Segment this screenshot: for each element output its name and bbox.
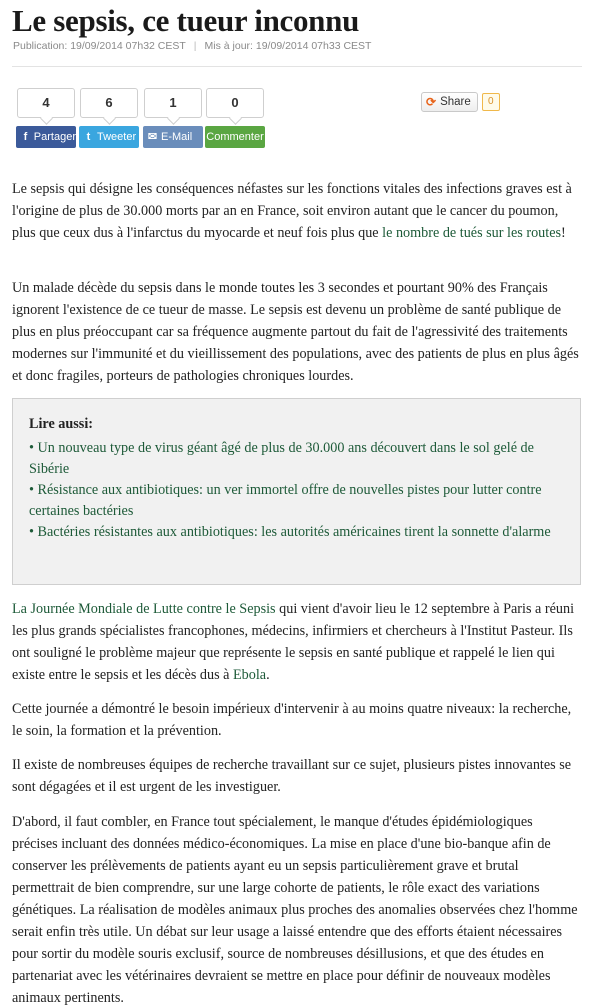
comments-count: 0 (206, 88, 264, 118)
bullet: • (29, 482, 34, 498)
facebook-icon: f (23, 131, 28, 143)
read-also-item[interactable] (29, 522, 564, 543)
read-also-link[interactable]: Bactéries résistantes aux antibiotiques: les autorités américaines tirent la sonnette d'alarme (37, 524, 551, 540)
bullet: • (29, 440, 34, 456)
share-button[interactable] (421, 92, 478, 112)
paragraph-2: Un malade décède du sepsis dans le monde toutes les 3 secondes et pourtant 90% des Français ignorent l'existence de ce tueur de masse. Le sepsis est devenu un problème de santé publique de plus en plus préoccupant car sa fréquence augmente partout du fait de l'agressivité des traitements modernes sur l'immunité et du vieillissement des populations, avec des patients de plus en plus âgés et donc fragiles, porteurs de pathologies chroniques lourdes. (12, 280, 579, 384)
read-also-link[interactable]: Résistance aux antibiotiques: un ver immortel offre de nouvelles pistes pour lutter contre certaines bactéries (29, 482, 542, 519)
bullet: • (29, 524, 34, 540)
twitter-share (79, 88, 139, 148)
share-button-label: Share (440, 96, 471, 108)
read-also-item[interactable] (29, 480, 564, 522)
paragraph-3-text: qui vient d'avoir lieu le 12 septembre à Paris a réuni les plus grands spécialistes francophones, médecins, infirmiers et chercheurs à l'Institut Pasteur. Ils ont souligné le problème majeur que représente le sepsis en santé publique et rappelé le lien qui existe entre le sepsis et les décès dus à (12, 601, 575, 683)
paragraph-5: Il existe de nombreuses équipes de recherche travaillant sur ce sujet, plusieurs pistes innovantes se sont dégagées et il est urgent de les investiguer. (12, 757, 572, 795)
comments-share (205, 88, 265, 148)
comment-button-label: Commenter (206, 131, 264, 143)
email-share (143, 88, 203, 148)
comment-button[interactable] (205, 126, 265, 148)
facebook-share-button[interactable] (16, 126, 76, 148)
paragraph-1 (12, 178, 580, 244)
link-ebola[interactable]: Ebola (233, 667, 267, 683)
read-also-title: Lire aussi: (29, 416, 93, 432)
paragraph-3 (12, 598, 580, 686)
twitter-bird-icon: t (86, 131, 91, 143)
read-also-item[interactable] (29, 438, 564, 480)
paragraph-3-end: . (266, 667, 270, 683)
update-date: Mis à jour: 19/09/2014 07h33 CEST (204, 40, 372, 52)
paragraph-6: D'abord, il faut combler, en France tout spécialement, le manque d'études épidémiologiques précises incluant des données médico-économiques. La mise en place d'une bio-banque afin de conserver les prélèvements de patients ayant eu un sepsis particulièrement grave et brutal permettrait de bien comprendre, sur une large cohorte de patients, le rôle exact des variations génétiques. La réalisation de modèles animaux plus proches des anomalies observées chez l'homme serait enfin très utile. Un débat sur leur usage a laissé entendre que des efforts étaient nécessaires pour sortir du modèle souris exclusif, source de nombreuses désillusions, et que des études en partenariat avec les vétérinaires devraient se mettre en place pour définir de nouveaux modèles animaux pertinents. (12, 814, 578, 1006)
publication-date: Publication: 19/09/2014 07h32 CEST (13, 40, 186, 52)
envelope-icon: ✉ (147, 131, 158, 143)
read-also-box (12, 398, 581, 585)
meta-separator: | (193, 40, 197, 52)
read-also-link[interactable]: Un nouveau type de virus géant âgé de plus de 30.000 ans découvert dans le sol gelé de Sibérie (29, 440, 534, 477)
title-divider (12, 66, 582, 67)
twitter-share-button[interactable] (79, 126, 139, 148)
article-meta (13, 40, 371, 52)
paragraph-1-text: Le sepsis qui désigne les conséquences néfastes sur les fonctions vitales des infections graves est à l'origine de plus de 30.000 morts par an en France, soit environ autant que le cancer du poumon, plus que ceux dus à l'infarctus du myocarde et neuf fois plus que (12, 181, 572, 241)
paragraph-1-end: ! (561, 225, 566, 241)
paragraph-4: Cette journée a démontré le besoin impérieux d'intervenir à au moins quatre niveaux: la recherche, le soin, la formation et la prévention. (12, 701, 572, 739)
email-share-label: E-Mail (161, 131, 193, 143)
link-road-deaths[interactable]: le nombre de tués sur les routes (382, 225, 562, 241)
facebook-share-label: Partager (33, 131, 76, 143)
share-count: 0 (482, 93, 500, 111)
facebook-count: 4 (17, 88, 75, 118)
email-share-button[interactable] (143, 126, 203, 148)
share-icon: ⟳ (426, 95, 437, 109)
link-sepsis-day[interactable]: La Journée Mondiale de Lutte contre le Sepsis (12, 601, 276, 617)
twitter-count: 6 (80, 88, 138, 118)
article-title: Le sepsis, ce tueur inconnu (12, 3, 360, 38)
addthis-share (421, 92, 500, 112)
twitter-share-label: Tweeter (97, 131, 137, 143)
facebook-share (16, 88, 76, 148)
email-count: 1 (144, 88, 202, 118)
